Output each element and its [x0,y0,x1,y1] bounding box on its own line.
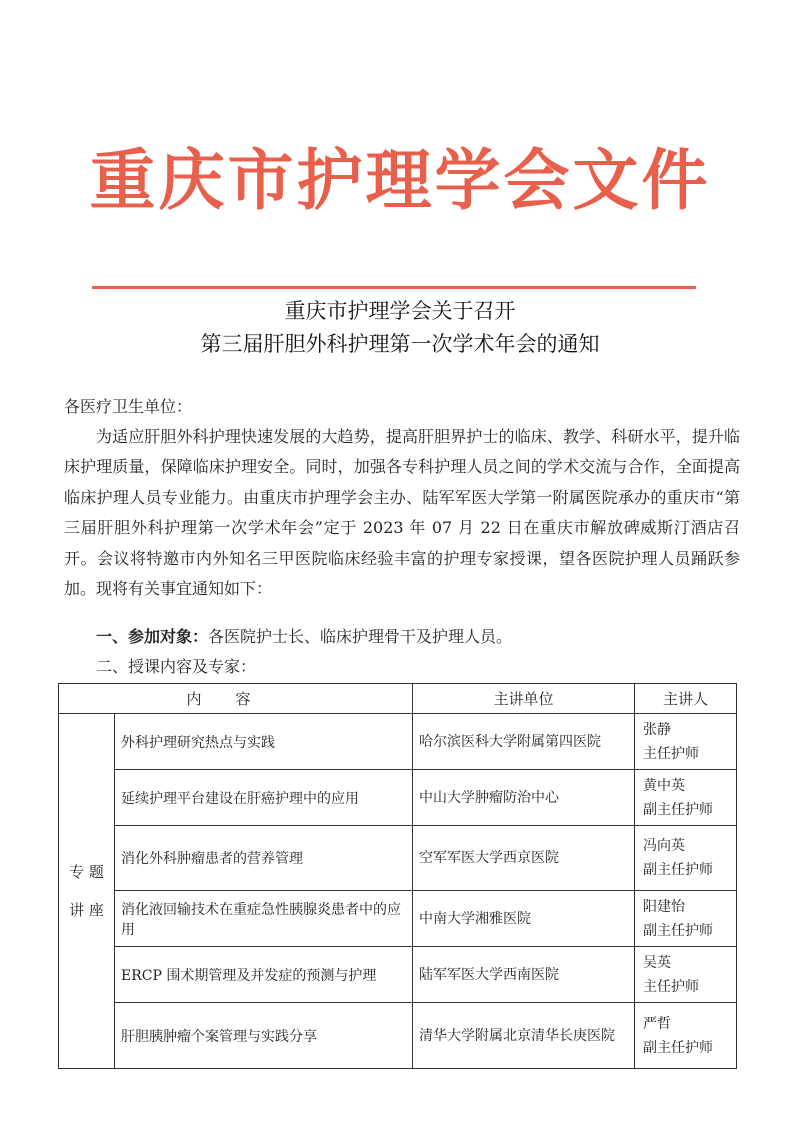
table-row [59,826,737,891]
greeting: 各医疗卫生单位： [64,397,193,416]
speaker-title: 主任护师 [643,978,700,995]
speaker-cell [635,770,737,826]
topic-cell: 消化液回输技术在重症急性胰腺炎患者中的应用 [115,891,413,947]
speaker-title: 主任护师 [643,745,700,762]
category-line1: 专 题 [69,863,104,881]
speaker-cell [635,891,737,947]
lectures-heading: 二、授课内容及专家： [96,657,257,676]
speaker-name: 冯向英 [643,838,686,854]
table-row [59,947,737,1003]
unit-cell: 清华大学附属北京清华长庚医院 [413,1003,635,1069]
participants-text: 各医院护士长、临床护理骨干及护理人员。 [208,627,513,646]
participants-label: 一、参加对象： [96,627,209,646]
category-cell [59,714,115,1069]
table-row [59,714,737,770]
unit-cell: 中南大学湘雅医院 [413,891,635,947]
speaker-title: 副主任护师 [643,862,714,878]
speaker-cell [635,947,737,1003]
table-header-row [59,684,737,714]
speaker-cell [635,714,737,770]
unit-cell: 陆军军医大学西南医院 [413,947,635,1003]
speaker-name: 张静 [643,721,672,738]
topic-cell: 延续护理平台建设在肝癌护理中的应用 [115,770,413,826]
speaker-title: 副主任护师 [643,801,714,818]
topic-cell: 肝胆胰肿瘤个案管理与实践分享 [115,1003,413,1069]
masthead-divider [92,286,696,289]
topic-cell: 外科护理研究热点与实践 [115,714,413,770]
topic-cell: 消化外科肿瘤患者的营养管理 [115,826,413,891]
table-row [59,891,737,947]
header-speaker: 主讲人 [635,684,737,714]
speaker-cell [635,826,737,891]
unit-cell: 空军军医大学西京医院 [413,826,635,891]
table-row [59,1003,737,1069]
unit-cell: 中山大学肿瘤防治中心 [413,770,635,826]
lecture-schedule-table [58,683,737,1069]
speaker-name: 黄中英 [643,777,686,794]
speaker-title: 副主任护师 [643,922,714,939]
speaker-title: 副主任护师 [643,1039,714,1056]
masthead-title: 重庆市护理学会文件 [89,141,711,219]
speaker-name: 吴英 [643,954,672,971]
header-unit: 主讲单位 [413,684,635,714]
table-row [59,770,737,826]
unit-cell: 哈尔滨医科大学附属第四医院 [413,714,635,770]
header-content: 内容 [59,684,413,714]
category-line2: 讲 座 [69,901,104,919]
notice-title-line1: 重庆市护理学会关于召开 [284,299,516,323]
body-paragraph: 为适应肝胆外科护理快速发展的大趋势，提高肝胆界护士的临床、教学、科研水平，提升临床护理质量，保障临床护理安全。同时，加强各专科护理人员之间的学术交流与合作，全面提高临床护理人员专业能力。由重庆市护理学会主办、陆军军医大学第一附属医院承办的重庆市“第三届肝胆外科护理第一次学术年会”定于 2023 年 07 月 22 日在重庆市解放碑威斯汀酒店召开。会议将特邀市内外知名三甲医院临床经验丰富的护理专家授课，望各医院护理人员踊跃参加。现将有关事宜通知如下： [64,427,740,599]
notice-title-line2: 第三届肝胆外科护理第一次学术年会的通知 [200,332,600,356]
speaker-cell [635,1003,737,1069]
topic-cell: ERCP 围术期管理及并发症的预测与护理 [115,947,413,1003]
speaker-name: 严哲 [643,1015,672,1032]
speaker-name: 阳建怡 [643,898,686,915]
participants-item [64,622,740,652]
